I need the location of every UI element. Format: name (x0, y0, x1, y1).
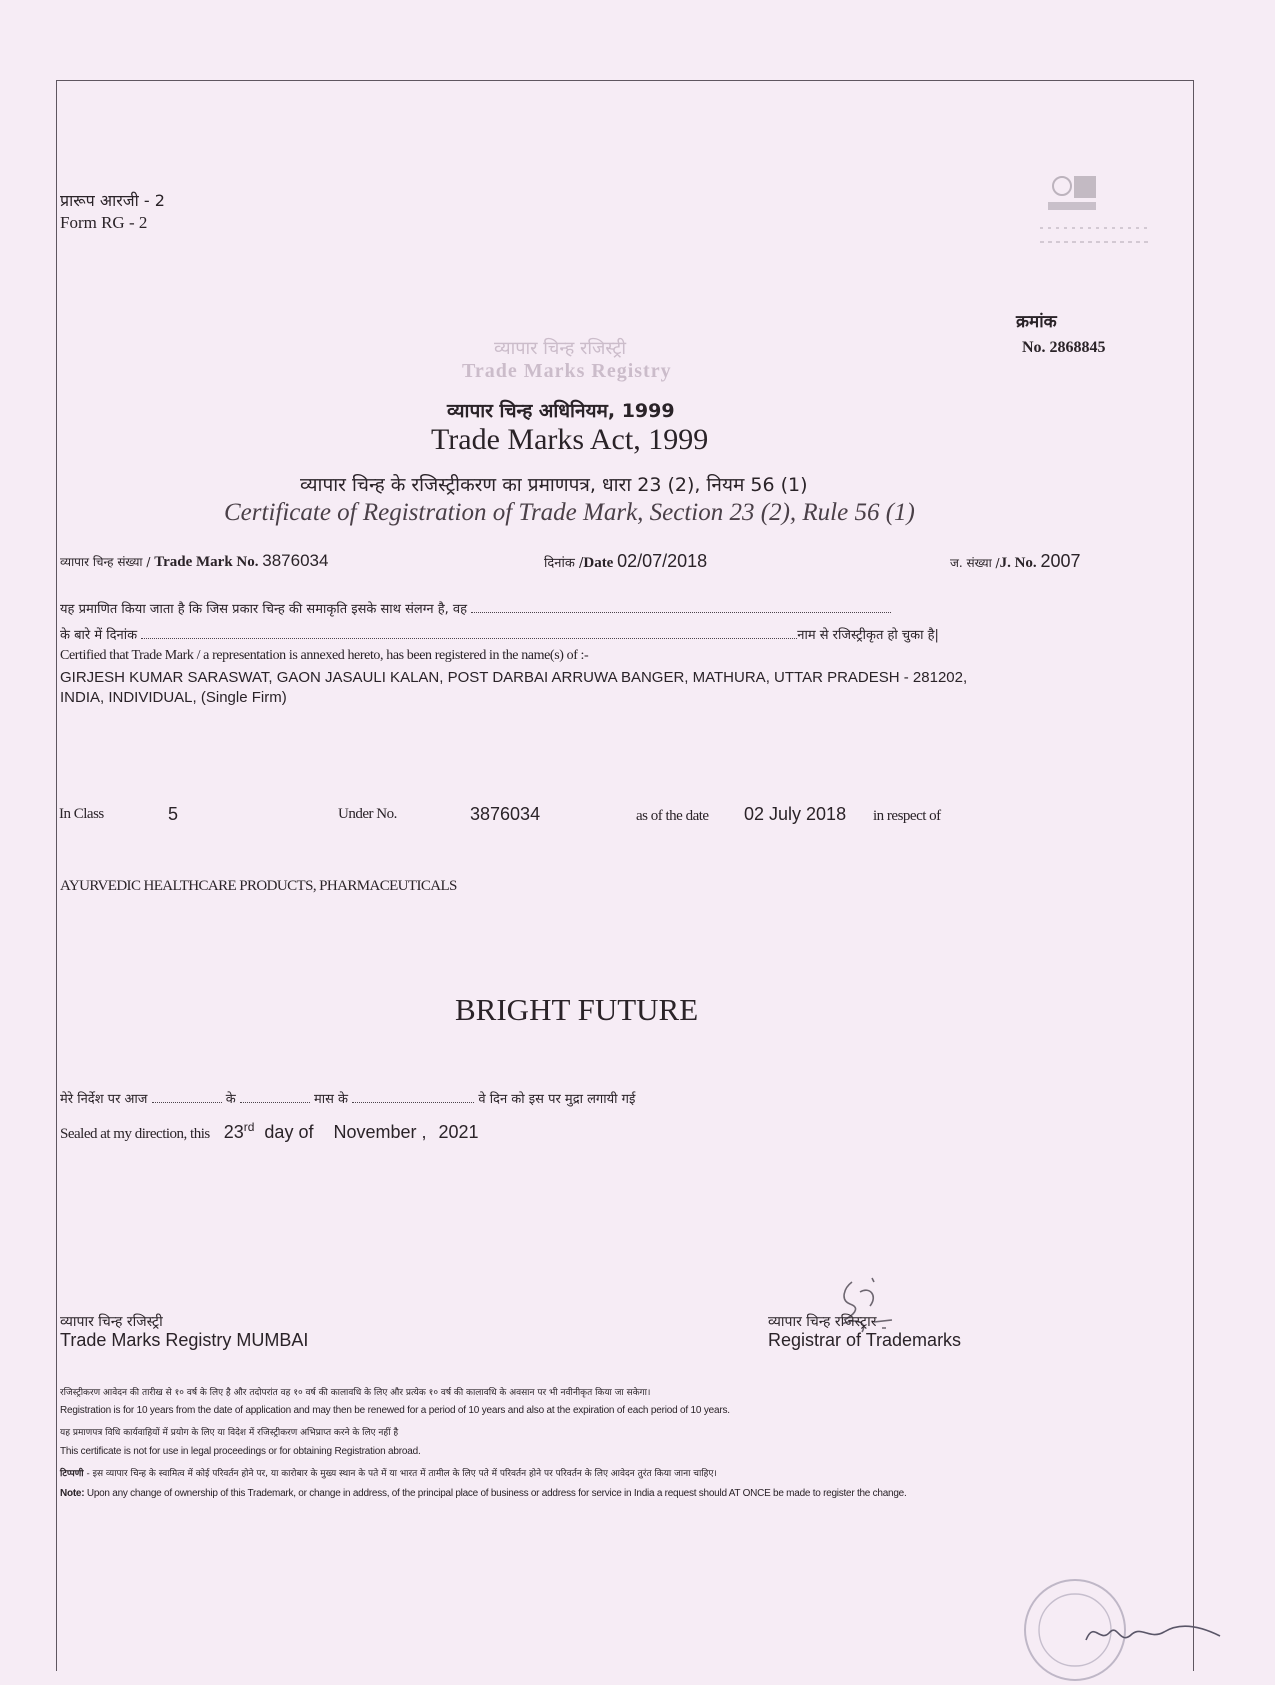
dotted-fill (240, 1088, 310, 1103)
under-no-value: 3876034 (470, 804, 541, 824)
sealed-day (224, 1122, 255, 1142)
trade-mark-label: Trade Mark No. (154, 554, 259, 570)
sealed-hindi-part: वे दिन को इस पर मुद्रा लगायी गई (478, 1092, 636, 1107)
watermark-english: Trade Marks Registry (462, 360, 672, 382)
certify-hindi-text3: नाम से रजिस्ट्रीकृत हो चुका है| (797, 628, 939, 643)
registry-hindi: व्यापार चिन्ह रजिस्ट्री (60, 1314, 163, 1330)
j-number-label: J. No. (999, 555, 1037, 571)
sealed-hindi (60, 1088, 635, 1107)
dotted-fill (141, 624, 797, 639)
date-label-hindi: दिनांक / (544, 556, 584, 571)
note-label: Note: (60, 1488, 85, 1499)
dotted-fill (152, 1088, 222, 1103)
note-label-hindi: टिप्पणी (60, 1469, 84, 1479)
sealed-day-number: 23 (223, 1122, 244, 1142)
certify-english: Certified that Trade Mark / a representation is annexed hereto, has been registered in the name(s) of :- (60, 648, 589, 663)
sealed-day-of: day of (264, 1122, 314, 1142)
class-value: 5 (168, 804, 179, 824)
sealed-line (60, 1120, 479, 1143)
title-english: Trade Marks Act, 1999 (431, 423, 709, 456)
subtitle-english: Certificate of Registration of Trade Mark, Section 23 (2), Rule 56 (1) (224, 499, 915, 526)
goods-description: AYURVEDIC HEALTHCARE PRODUCTS, PHARMACEUTICALS (60, 878, 457, 894)
trade-mark-name: BRIGHT FUTURE (455, 992, 699, 1027)
sealed-hindi-part: के (225, 1092, 236, 1107)
as-of-date-value: 02 July 2018 (744, 804, 847, 824)
note-text-hindi: - इस व्यापार चिन्ह के स्वामित्व में कोई परिवर्तन होने पर, या कारोबार के मुख्य स्थान के पते में या भारत में तामील के लिए पते में परिवर्तन होने पर परिवर्तन के लिए आवेदन तुरंत किया जाना चाहिए। (83, 1469, 717, 1479)
trade-mark-label-hindi: व्यापार चिन्ह संख्या / (60, 555, 155, 569)
j-number-value: 2007 (1040, 551, 1081, 571)
footer-note-english-1: Registration is for 10 years from the date of application and may then be renewed for a period of 10 years and also at the expiration of each period of 10 years. (60, 1405, 730, 1416)
registry-english: Trade Marks Registry MUMBAI (60, 1330, 309, 1350)
j-number-field (950, 551, 1080, 572)
j-number-label-hindi: ज. संख्या / (950, 556, 1000, 570)
trade-mark-number: 3876034 (262, 551, 329, 570)
sealed-hindi-part: मेरे निर्देश पर आज (60, 1092, 148, 1107)
serial-label-hindi: क्रमांक (1016, 312, 1057, 332)
certify-hindi-line2 (60, 624, 939, 643)
date-value: 02/07/2018 (617, 551, 708, 571)
sealed-year: 2021 (438, 1122, 479, 1142)
owner-line-2: INDIA, INDIVIDUAL, (Single Firm) (60, 689, 287, 706)
registrar-english: Registrar of Trademarks (768, 1330, 962, 1350)
under-no-label: Under No. (338, 806, 397, 822)
footer-note-hindi-1: रजिस्ट्रीकरण आवेदन की तारीख से १० वर्ष के लिए है और तदोपरांत वह १० वर्ष की कालावधि के लिए और प्रत्येक १० वर्ष की कालावधि के अवसान पर भी नवीनीकृत किया जा सकेगा। (60, 1388, 651, 1398)
handwritten-signature (1080, 1610, 1230, 1660)
sealed-month: November , (333, 1122, 427, 1142)
form-number: Form RG - 2 (60, 213, 148, 232)
certify-hindi-text1: यह प्रमाणित किया जाता है कि जिस प्रकार चिन्ह की समाकृति इसके साथ संलग्न है, वह (60, 602, 468, 617)
footer-note-english-2: This certificate is not for use in legal proceedings or for obtaining Registration abroad. (60, 1446, 421, 1457)
date-field (544, 551, 707, 572)
note-text: Upon any change of ownership of this Trademark, or change in address, of the principal place of business or address for service in India a request should AT ONCE be made to register the change. (84, 1488, 907, 1499)
subtitle-hindi: व्यापार चिन्ह के रजिस्ट्रीकरण का प्रमाणपत्र, धारा 23 (2), नियम 56 (1) (300, 474, 808, 496)
watermark-hindi: व्यापार चिन्ह रजिस्ट्री (494, 338, 627, 359)
sealed-label: Sealed at my direction, this (60, 1126, 210, 1142)
as-of-date-label: as of the date (636, 808, 709, 824)
certify-hindi-line1 (60, 598, 891, 617)
serial-number: No. 2868845 (1022, 339, 1106, 356)
sealed-hindi-part: मास के (314, 1092, 349, 1107)
certify-hindi-text2: के बारे में दिनांक (60, 628, 138, 643)
dotted-fill (471, 598, 891, 613)
date-label: Date (583, 555, 614, 571)
in-class-label: In Class (59, 806, 104, 822)
form-number-hindi: प्रारूप आरजी - 2 (60, 191, 165, 210)
sealed-day-suffix: rd (243, 1120, 255, 1134)
dotted-fill (352, 1088, 474, 1103)
owner-line-1: GIRJESH KUMAR SARASWAT, GAON JASAULI KALAN, POST DARBAI ARRUWA BANGER, MATHURA, UTTAR PRADESH - 281202, (60, 669, 968, 686)
in-respect-of-label: in respect of (873, 808, 941, 824)
emblem-logo (1040, 172, 1150, 262)
trade-mark-number-field (60, 551, 328, 571)
footer-note-english-3 (60, 1488, 907, 1499)
registrar-hindi: व्यापार चिन्ह रजिस्ट्रार (768, 1314, 877, 1330)
title-hindi: व्यापार चिन्ह अधिनियम, 1999 (447, 400, 675, 422)
footer-note-hindi-3 (60, 1466, 717, 1479)
footer-note-hindi-2: यह प्रमाणपत्र विधि कार्यवाहियों में प्रयोग के लिए या विदेश में रजिस्ट्रीकरण अभिप्राप्त करने के लिए नहीं है (60, 1428, 399, 1438)
